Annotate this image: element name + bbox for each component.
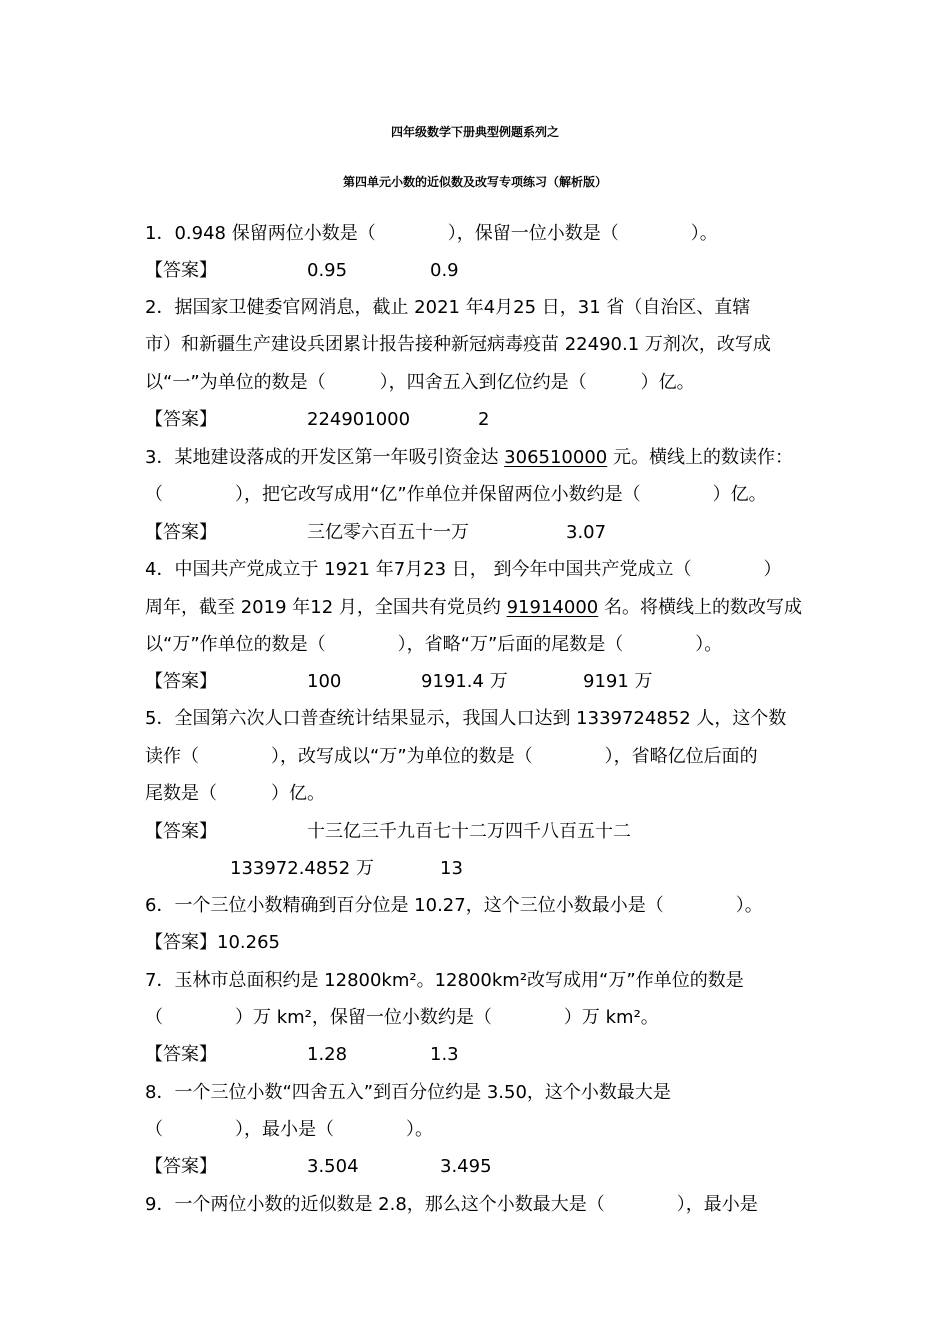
question-3-text-pre: 3．某地建设落成的开发区第一年吸引资金达: [145, 447, 505, 468]
answer-2b: 2: [478, 409, 490, 430]
question-6-text: 6．一个三位小数精确到百分位是 10.27，这个三位小数最小是（ ）。: [145, 895, 763, 916]
answer-label: 【答案】: [145, 260, 217, 281]
question-5-line-2: 读作（ ），改写成以“万”为单位的数是（ ），省略亿位后面的: [145, 746, 758, 767]
question-2-line-2: 市）和新疆生产建设兵团累计报告接种新冠病毒疫苗 22490.1 万剂次，改写成: [145, 334, 771, 355]
question-7-line-1: 7．玉林市总面积约是 12800km²。12800km²改写成用“万”作单位的数是: [145, 970, 744, 991]
underlined-number: 306510000: [504, 447, 608, 468]
question-3-line-1: [145, 447, 793, 469]
question-3-line-2: （ ），把它改写成用“亿”作单位并保留两位小数约是（ ）亿。: [145, 484, 767, 505]
question-2-line-1: 2．据国家卫健委官网消息，截止 2021 年4月25 日，31 省（自治区、直辖: [145, 297, 751, 318]
answer-8a: 3.504: [307, 1156, 359, 1177]
question-4-text-post: 名。将横线上的数改写成: [598, 597, 802, 618]
answer-3a: 三亿零六百五十一万: [307, 522, 469, 543]
answer-label: 【答案】: [145, 671, 217, 692]
question-7-line-2: （ ）万 km²，保留一位小数约是（ ）万 km²。: [145, 1007, 659, 1028]
answer-5c: 13: [440, 858, 463, 879]
question-9-text: 9．一个两位小数的近似数是 2.8，那么这个小数最大是（ ），最小是: [145, 1194, 758, 1215]
answer-3b: 3.07: [566, 522, 607, 543]
question-4-line-2: [145, 597, 802, 619]
answer-4a: 100: [307, 671, 342, 692]
answer-2a: 224901000: [307, 409, 411, 430]
answer-label: 【答案】: [145, 522, 217, 543]
answer-label: 【答案】: [145, 1156, 217, 1177]
question-2-line-3: 以“一”为单位的数是（ ），四舍五入到亿位约是（ ）亿。: [145, 372, 695, 393]
answer-8b: 3.495: [440, 1156, 492, 1177]
underlined-number: 91914000: [506, 597, 599, 618]
question-4-text-pre: 周年，截至 2019 年12 月，全国共有党员约: [145, 597, 507, 618]
answer-label: 【答案】: [145, 932, 217, 953]
answer-4b: 9191.4 万: [421, 671, 508, 692]
question-8-line-2: （ ），最小是（ ）。: [145, 1119, 433, 1140]
question-3-text-post: 元。横线上的数读作：: [607, 447, 793, 468]
answer-6a: 10.265: [217, 932, 280, 953]
answer-label: 【答案】: [145, 1044, 217, 1065]
question-1-text: 1．0.948 保留两位小数是（ ），保留一位小数是（ ）。: [145, 223, 718, 244]
title-line-2: 第四单元小数的近似数及改写专项练习（解析版）: [342, 175, 607, 189]
answer-label: 【答案】: [145, 821, 217, 842]
answer-1b: 0.9: [430, 260, 459, 281]
answer-5b: 133972.4852 万: [230, 858, 374, 879]
answer-7b: 1.3: [430, 1044, 459, 1065]
question-5-line-1: 5．全国第六次人口普查统计结果显示，我国人口达到 1339724852 人，这个数: [145, 708, 787, 729]
answer-7a: 1.28: [307, 1044, 348, 1065]
question-4-line-3: 以“万”作单位的数是（ ），省略“万”后面的尾数是（ ）。: [145, 634, 723, 655]
answer-label: 【答案】: [145, 409, 217, 430]
answer-4c: 9191 万: [583, 671, 653, 692]
title-line-1: 四年级数学下册典型例题系列之: [390, 125, 559, 139]
answer-1a: 0.95: [307, 260, 348, 281]
question-8-line-1: 8．一个三位小数“四舍五入”到百分位约是 3.50，这个小数最大是: [145, 1082, 671, 1103]
question-4-line-1: 4．中国共产党成立于 1921 年7月23 日， 到今年中国共产党成立（ ）: [145, 559, 782, 580]
question-5-line-3: 尾数是（ ）亿。: [145, 783, 325, 804]
answer-5a: 十三亿三千九百七十二万四千八百五十二: [307, 821, 631, 842]
